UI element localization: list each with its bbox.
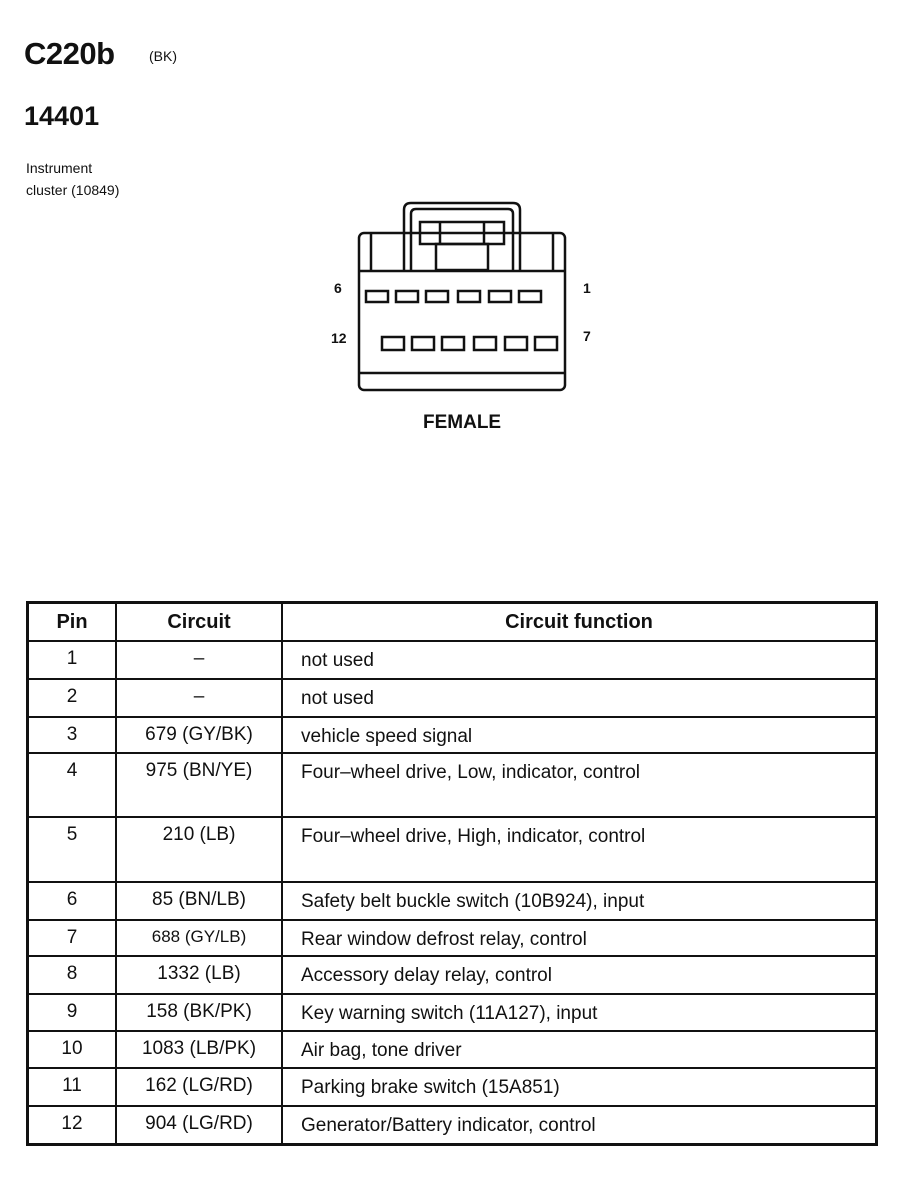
table-row — [28, 994, 877, 1031]
pin-number: 5 — [28, 817, 117, 882]
pin-number: 12 — [28, 1106, 117, 1144]
header-circuit: Circuit — [116, 603, 282, 642]
circuit-code: 210 (LB) — [116, 817, 282, 882]
circuit-code: 158 (BK/PK) — [116, 994, 282, 1031]
pin-number: 4 — [28, 753, 117, 817]
pin-label-12: 12 — [331, 330, 347, 346]
pin-number: 2 — [28, 679, 117, 717]
pin-number: 3 — [28, 717, 117, 753]
table-header-row — [28, 603, 877, 642]
table-row — [28, 1106, 877, 1144]
circuit-function: Rear window defrost relay, control — [282, 920, 877, 956]
pin-number: 1 — [28, 641, 117, 679]
table-row — [28, 1031, 877, 1068]
circuit-function: Accessory delay relay, control — [282, 956, 877, 994]
circuit-code: 975 (BN/YE) — [116, 753, 282, 817]
connector-body — [359, 233, 565, 390]
pin-label-7: 7 — [583, 328, 591, 344]
connector-color: (BK) — [149, 48, 177, 64]
pin-label-6: 6 — [334, 280, 342, 296]
table-row — [28, 717, 877, 753]
table-row — [28, 679, 877, 717]
pin-label-1: 1 — [583, 280, 591, 296]
connector-face-diagram — [0, 0, 904, 460]
circuit-code: – — [116, 679, 282, 717]
circuit-function: Four–wheel drive, High, indicator, control — [282, 817, 877, 882]
circuit-code: 679 (GY/BK) — [116, 717, 282, 753]
header-pin: Pin — [28, 603, 117, 642]
component-description-line2: cluster (10849) — [26, 182, 120, 198]
table-row — [28, 920, 877, 956]
table-row — [28, 753, 877, 817]
circuit-code: 1332 (LB) — [116, 956, 282, 994]
circuit-function: Generator/Battery indicator, control — [282, 1106, 877, 1144]
circuit-function: not used — [282, 679, 877, 717]
pin-number: 6 — [28, 882, 117, 920]
top-row-cavities — [366, 291, 541, 302]
circuit-function: Safety belt buckle switch (10B924), input — [282, 882, 877, 920]
circuit-code: 85 (BN/LB) — [116, 882, 282, 920]
table-row — [28, 641, 877, 679]
table-row — [28, 1068, 877, 1106]
circuit-function: not used — [282, 641, 877, 679]
bottom-row-cavities — [382, 337, 557, 350]
pin-number: 10 — [28, 1031, 117, 1068]
circuit-code: 162 (LG/RD) — [116, 1068, 282, 1106]
circuit-function: Parking brake switch (15A851) — [282, 1068, 877, 1106]
header-circuit-function: Circuit function — [282, 603, 877, 642]
circuit-function: Four–wheel drive, Low, indicator, control — [282, 753, 877, 817]
pin-assignment-table — [26, 601, 878, 1146]
circuit-code: 688 (GY/LB) — [116, 920, 282, 956]
table-row — [28, 817, 877, 882]
pin-number: 8 — [28, 956, 117, 994]
locking-tab — [404, 203, 520, 270]
connector-id: C220b — [24, 36, 115, 71]
pin-number: 7 — [28, 920, 117, 956]
circuit-code: – — [116, 641, 282, 679]
circuit-function: vehicle speed signal — [282, 717, 877, 753]
part-number: 14401 — [24, 101, 100, 131]
component-description-line1: Instrument — [26, 160, 93, 176]
pin-number: 9 — [28, 994, 117, 1031]
table-row — [28, 956, 877, 994]
circuit-code: 1083 (LB/PK) — [116, 1031, 282, 1068]
pin-number: 11 — [28, 1068, 117, 1106]
circuit-function: Air bag, tone driver — [282, 1031, 877, 1068]
circuit-code: 904 (LG/RD) — [116, 1106, 282, 1144]
connector-gender-label: FEMALE — [423, 412, 502, 433]
table-row — [28, 882, 877, 920]
circuit-function: Key warning switch (11A127), input — [282, 994, 877, 1031]
